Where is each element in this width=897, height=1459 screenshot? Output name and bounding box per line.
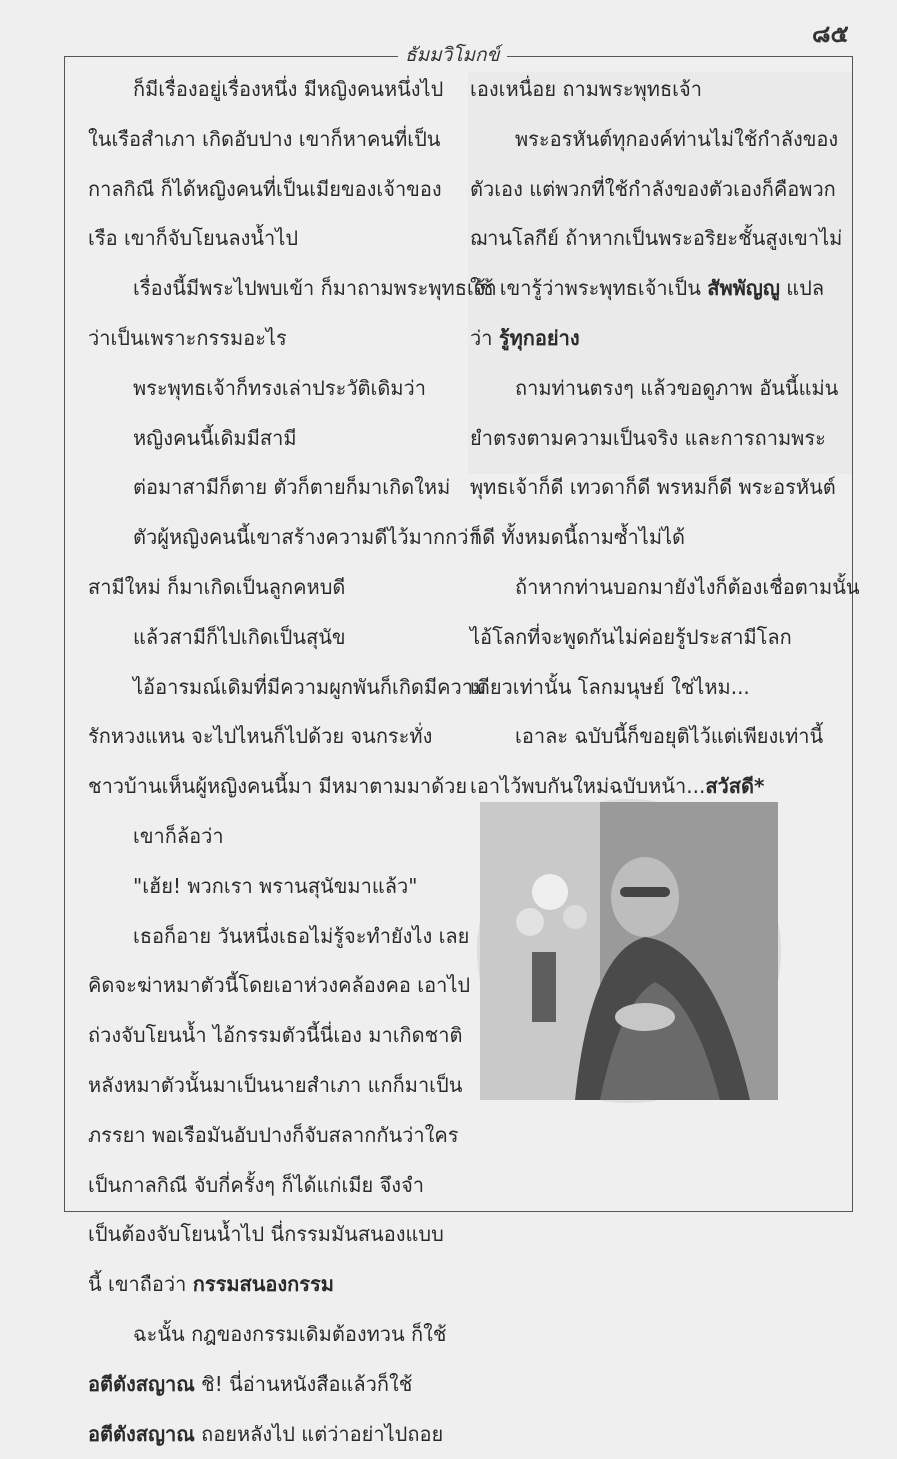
text-line <box>88 1410 444 1459</box>
text-segment: เรื่องนี้มีพระไปพบเข้า ก็มาถามพระพุทธเจ้า <box>133 276 497 301</box>
monk-portrait-photo <box>477 799 781 1103</box>
text-line <box>88 961 471 1011</box>
text-segment: ตัวเอง แต่พวกที่ใช้กำลังของตัวเองก็คือพวก <box>470 176 836 201</box>
text-line <box>470 65 836 115</box>
text-segment: เขาก็ล้อว่า <box>133 823 224 848</box>
text-line <box>470 364 839 414</box>
text-segment: ว่าเป็นเพราะกรรมอะไร <box>88 325 287 350</box>
text-line <box>470 563 860 613</box>
text-line <box>88 613 460 663</box>
text-segment: ต่อมาสามีก็ตาย ตัวก็ตายก็มาเกิดใหม่ <box>133 475 451 500</box>
text-segment: พระพุทธเจ้าก็ทรงเล่าประวัติเดิมว่า <box>133 375 427 400</box>
bold-term: สวัสดี* <box>705 774 765 799</box>
text-segment: ถ้าหากท่านบอกมายังไงก็ต้องเชื่อตามนั้น <box>515 574 860 599</box>
text-line <box>470 115 839 165</box>
text-segment: เป็นต้องจับโยนน้ำไป นี่กรรมมันสนองแบบ <box>88 1222 444 1247</box>
bold-term: อตีตังสญาณ <box>88 1371 195 1396</box>
text-line <box>88 1111 459 1161</box>
text-segment: ถอยหลังไป แต่ว่าอย่าไปถอย <box>194 1421 444 1446</box>
text-segment: ก็มีเรื่องอยู่เรื่องหนึ่ง มีหญิงคนหนึ่งไป <box>133 77 444 101</box>
text-segment: แล้วสามีก็ไปเกิดเป็นสุนัข <box>133 624 346 649</box>
text-line <box>470 613 836 663</box>
text-line <box>88 1310 447 1360</box>
bold-term: รู้ทุกอย่าง <box>498 325 580 350</box>
text-line <box>470 264 836 314</box>
text-segment: ถามท่านตรงๆ แล้วขอดูภาพ อันนี้แม่น <box>515 375 839 400</box>
text-segment: เดียวเท่านั้น โลกมนุษย์ ใช่ไหม... <box>470 674 750 699</box>
text-line <box>470 513 836 563</box>
text-line <box>470 463 836 513</box>
text-line <box>88 1061 463 1111</box>
text-segment: ภรรยา พอเรือมันอับปางก็จับสลากกันว่าใคร <box>88 1122 459 1147</box>
text-line <box>88 862 443 912</box>
text-line <box>88 1260 398 1310</box>
text-segment: พระอรหันต์ทุกองค์ท่านไม่ใช้กำลังของ <box>515 126 839 151</box>
text-line <box>88 264 497 314</box>
text-segment: สามีใหม่ ก็มาเกิดเป็นลูกคหบดี <box>88 574 346 599</box>
text-line <box>470 663 836 713</box>
text-segment: เรือ เขาก็จับโยนลงน้ำไป <box>88 226 299 251</box>
text-segment: ไอ้โลกที่จะพูดกันไม่ค่อยรู้ประสามีโลก <box>470 624 792 649</box>
text-segment: หญิงคนนี้เดิมมีสามี <box>133 425 297 450</box>
text-segment: ไอ้อารมณ์เดิมที่มีความผูกพันก็เกิดมีความ <box>133 674 487 699</box>
bold-term: กรรมสนองกรรม <box>192 1272 334 1297</box>
text-segment: รักหวงแหน จะไปไหนก็ไปด้วย จนกระทั่ง <box>88 724 433 749</box>
text-segment: ใช้ เขารู้ว่าพระพุทธเจ้าเป็น <box>470 276 708 301</box>
text-line <box>470 314 836 364</box>
text-line <box>88 912 470 962</box>
text-line <box>88 1011 463 1061</box>
text-line <box>88 712 460 762</box>
left-column <box>88 65 497 1459</box>
text-line <box>88 513 480 563</box>
text-segment: เป็นกาลกิณี จับกี่ครั้งๆ ก็ได้แก่เมีย จึงจำ <box>88 1172 425 1197</box>
text-line <box>88 414 460 464</box>
text-segment: พุทธเจ้าก็ดี เทวดาก็ดี พรหมก็ดี พระอรหันต์ <box>470 475 836 500</box>
text-segment: ถ่วงจับโยนน้ำ ไอ้กรรมตัวนี้นี่เอง มาเกิดชาติ <box>88 1023 463 1048</box>
bold-term: อตีตังสญาณ <box>88 1421 195 1446</box>
text-line <box>88 812 443 862</box>
running-head: ธัมมวิโมกข์ <box>398 40 507 70</box>
text-segment: เอาละ ฉบับนี้ก็ขอยุติไว้แต่เพียงเท่านี้ <box>515 724 824 749</box>
text-segment: นี้ เขาถือว่า <box>88 1272 193 1297</box>
text-line <box>88 65 460 115</box>
text-line <box>88 663 487 713</box>
text-segment: ชาวบ้านเห็นผู้หญิงคนนี้มา มีหมาตามมาด้วย <box>88 774 468 799</box>
text-segment: ก็ดี ทั้งหมดนี้ถามซ้ำไม่ได้ <box>470 525 686 550</box>
monk-portrait-illustration <box>480 802 778 1100</box>
text-segment: แปล <box>779 276 825 301</box>
text-line <box>88 1360 413 1410</box>
text-line <box>88 314 460 364</box>
right-column <box>470 65 860 812</box>
text-line <box>88 1161 425 1211</box>
text-line <box>88 364 460 414</box>
text-line <box>88 214 460 264</box>
text-segment: เธอก็อาย วันหนึ่งเธอไม่รู้จะทำยังไง เลย <box>133 923 470 948</box>
text-segment: ฉะนั้น กฎของกรรมเดิมต้องทวน ก็ใช้ <box>133 1321 447 1346</box>
text-line <box>88 115 460 165</box>
text-line <box>470 214 843 264</box>
text-segment: ฌานโลกีย์ ถ้าหากเป็นพระอริยะชั้นสูงเขาไม่ <box>470 226 843 251</box>
text-line <box>470 414 836 464</box>
text-segment: ยำตรงตามความเป็นจริง และการถามพระ <box>470 425 826 450</box>
text-segment: ในเรือสำเภา เกิดอับปาง เขาก็หาคนที่เป็น <box>88 126 441 151</box>
text-line <box>470 165 836 215</box>
text-line <box>88 762 468 812</box>
bold-term: สัพพัญญู <box>707 276 780 301</box>
text-line <box>88 1210 444 1260</box>
text-segment: ตัวผู้หญิงคนนี้เขาสร้างความดีไว้มากกว่า <box>133 525 480 550</box>
text-segment: "เฮ้ย! พวกเรา พรานสุนัขมาแล้ว" <box>133 873 418 898</box>
text-segment: หลังหมาตัวนั้นมาเป็นนายสำเภา แกก็มาเป็น <box>88 1072 463 1097</box>
text-segment: เองเหนื่อย ถามพระพุทธเจ้า <box>470 77 702 101</box>
text-segment: คิดจะฆ่าหมาตัวนี้โดยเอาห่วงคล้องคอ เอาไป <box>88 973 471 998</box>
text-line <box>88 463 460 513</box>
text-segment: ชิ! นี่อ่านหนังสือแล้วก็ใช้ <box>194 1371 413 1396</box>
text-segment: ว่า <box>470 325 499 350</box>
text-line <box>88 563 460 613</box>
text-line <box>470 712 836 762</box>
text-line <box>88 165 460 215</box>
text-segment: เอาไว้พบกันใหม่ฉบับหน้า... <box>470 774 706 799</box>
page-number: ๘๕ <box>812 19 849 48</box>
text-segment: กาลกิณี ก็ได้หญิงคนที่เป็นเมียของเจ้าของ <box>88 176 442 201</box>
